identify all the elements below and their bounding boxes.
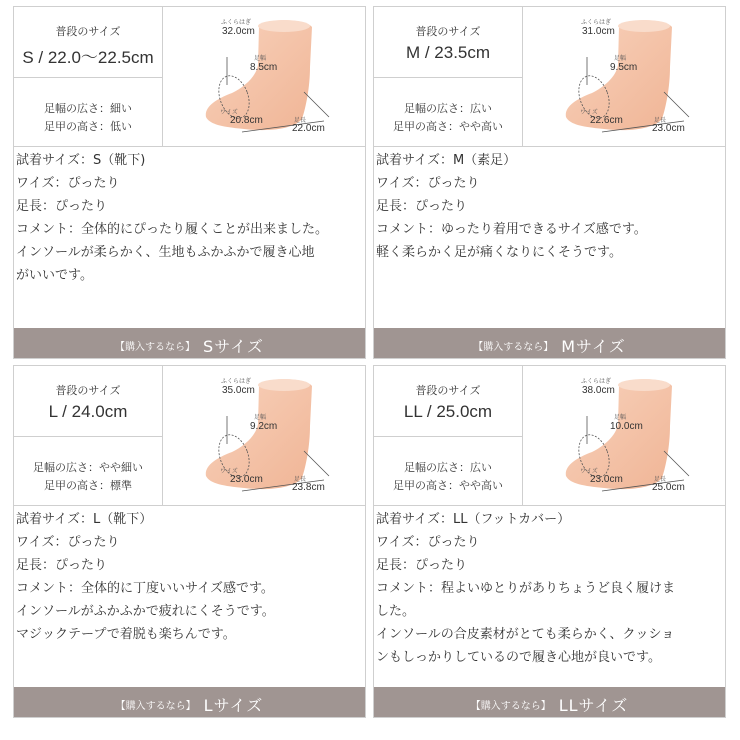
usual-size-box	[14, 7, 163, 146]
usual-size-section	[14, 7, 162, 78]
buy-prefix: 【購入するなら】	[473, 342, 554, 353]
review-line: した。	[376, 604, 416, 619]
usual-size-caption: 普段のサイズ	[415, 384, 481, 397]
usual-size-caption: 普段のサイズ	[55, 25, 121, 38]
foot-width-text: 足幅の広さ：細い	[44, 102, 132, 115]
review-line: ンもしっかりしているので履き心地が良いです。	[376, 650, 661, 665]
width-label: ワイズ	[580, 469, 598, 475]
card-header	[374, 7, 725, 147]
length-label: 足長	[294, 477, 307, 483]
length-value: 25.0cm	[652, 482, 685, 493]
instep-height-text: 足甲の高さ：低い	[44, 120, 132, 133]
usual-size-box	[14, 366, 163, 505]
foot-illustration	[164, 7, 365, 146]
buy-size-banner	[374, 328, 725, 358]
review-line: ワイズ：ぴったり	[16, 535, 120, 550]
foot-width-text: 足幅の広さ：広い	[404, 461, 492, 474]
review-body	[16, 149, 365, 319]
width-value: 22.6cm	[590, 115, 623, 126]
buy-size-label: Sサイズ	[203, 337, 264, 356]
review-line: マジックテープで着脱も楽ちんです。	[16, 627, 236, 642]
foot-width-text: 足幅の広さ：やや細い	[33, 461, 143, 474]
foot-illustration	[164, 366, 365, 505]
length-value: 23.0cm	[652, 123, 685, 134]
calf-label: ふくらはぎ	[581, 379, 612, 385]
review-line: 試着サイズ：L（靴下）	[16, 512, 153, 527]
ankle-value: 8.5cm	[250, 62, 278, 73]
ankle-value: 9.5cm	[610, 62, 638, 73]
calf-value: 35.0cm	[222, 385, 255, 396]
review-line: インソールの合皮素材がとても柔らかく、クッショ	[376, 627, 675, 642]
usual-size-value: LL / 25.0cm	[403, 402, 493, 421]
ankle-label: 足幅	[614, 56, 627, 62]
usual-size-box	[374, 366, 523, 505]
ankle-label: 足幅	[614, 415, 627, 421]
width-label: ワイズ	[220, 110, 238, 116]
review-line: 足長：ぴったり	[16, 199, 108, 214]
usual-size-section	[374, 366, 522, 437]
foot-diagram	[524, 366, 725, 505]
length-label: 足長	[654, 477, 667, 483]
review-line: がいいです。	[16, 268, 93, 283]
buy-size-banner	[374, 687, 725, 717]
review-line: コメント：全体的にぴったり履くことが出来ました。	[16, 222, 329, 237]
width-value: 20.8cm	[230, 115, 263, 126]
review-line: コメント：ゆったり着用できるサイズ感です。	[376, 222, 647, 237]
buy-size-label: Mサイズ	[561, 337, 626, 356]
ankle-label: 足幅	[254, 56, 267, 62]
review-line: 足長：ぴったり	[376, 558, 468, 573]
review-body	[376, 508, 725, 678]
width-label: ワイズ	[580, 110, 598, 116]
width-label: ワイズ	[220, 469, 238, 475]
calf-label: ふくらはぎ	[221, 20, 252, 26]
card-header	[374, 366, 725, 506]
foot-diagram	[524, 7, 725, 146]
usual-size-caption: 普段のサイズ	[55, 384, 121, 397]
usual-size-box	[374, 7, 523, 146]
review-line: コメント：程よいゆとりがありちょうど良く履けま	[376, 581, 676, 596]
calf-value: 32.0cm	[222, 26, 255, 37]
buy-size-label: LLサイズ	[558, 696, 629, 715]
review-line: ワイズ：ぴったり	[16, 176, 120, 191]
buy-size-banner	[14, 687, 365, 717]
calf-value: 31.0cm	[582, 26, 615, 37]
foot-illustration	[524, 366, 725, 505]
foot-shape-section	[14, 78, 162, 146]
width-value: 23.0cm	[230, 474, 263, 485]
usual-size-value: L / 24.0cm	[48, 402, 128, 421]
review-body	[376, 149, 725, 319]
review-line: 足長：ぴったり	[16, 558, 108, 573]
foot-diagram	[164, 366, 365, 505]
length-label: 足長	[294, 118, 307, 124]
buy-prefix: 【購入するなら】	[115, 701, 196, 712]
size-review-card	[13, 6, 366, 359]
card-header	[14, 366, 365, 506]
review-line: インソールが柔らかく、生地もふかふかで履き心地	[16, 245, 315, 260]
usual-size-section	[374, 7, 522, 78]
buy-prefix: 【購入するなら】	[115, 342, 196, 353]
foot-illustration	[524, 7, 725, 146]
foot-shape-section	[374, 78, 522, 146]
review-line: 軽く柔らかく足が痛くなりにくそうです。	[376, 245, 622, 260]
usual-size-section	[14, 366, 162, 437]
length-label: 足長	[654, 118, 667, 124]
instep-height-text: 足甲の高さ：やや高い	[393, 479, 503, 492]
review-line: 試着サイズ：LL（フットカバー）	[376, 512, 571, 527]
buy-size-label: Lサイズ	[203, 696, 264, 715]
foot-shape-section	[14, 437, 162, 505]
instep-height-text: 足甲の高さ：標準	[44, 479, 132, 492]
calf-value: 38.0cm	[582, 385, 615, 396]
usual-size-value: M / 23.5cm	[405, 43, 491, 62]
size-review-card	[13, 365, 366, 718]
card-header	[14, 7, 365, 147]
ankle-value: 9.2cm	[250, 421, 278, 432]
review-line: インソールがふかふかで疲れにくそうです。	[16, 604, 275, 619]
review-body	[16, 508, 365, 678]
ankle-label: 足幅	[254, 415, 267, 421]
foot-diagram	[164, 7, 365, 146]
calf-label: ふくらはぎ	[221, 379, 252, 385]
review-line: 試着サイズ：S（靴下)	[16, 153, 146, 168]
usual-size-caption: 普段のサイズ	[415, 25, 481, 38]
size-review-card	[373, 365, 726, 718]
ankle-value: 10.0cm	[610, 421, 643, 432]
review-line: 足長：ぴったり	[376, 199, 468, 214]
buy-size-banner	[14, 328, 365, 358]
size-review-card	[373, 6, 726, 359]
foot-width-text: 足幅の広さ：広い	[404, 102, 492, 115]
length-value: 22.0cm	[292, 123, 325, 134]
width-value: 23.0cm	[590, 474, 623, 485]
instep-height-text: 足甲の高さ：やや高い	[393, 120, 503, 133]
review-line: 試着サイズ：M（素足）	[376, 153, 517, 168]
buy-prefix: 【購入するなら】	[470, 701, 551, 712]
calf-label: ふくらはぎ	[581, 20, 612, 26]
length-value: 23.8cm	[292, 482, 325, 493]
review-line: ワイズ：ぴったり	[376, 176, 480, 191]
usual-size-value: S / 22.0〜22.5cm	[22, 48, 154, 67]
foot-shape-section	[374, 437, 522, 505]
review-line: ワイズ：ぴったり	[376, 535, 480, 550]
review-line: コメント：全体的に丁度いいサイズ感です。	[16, 581, 274, 596]
